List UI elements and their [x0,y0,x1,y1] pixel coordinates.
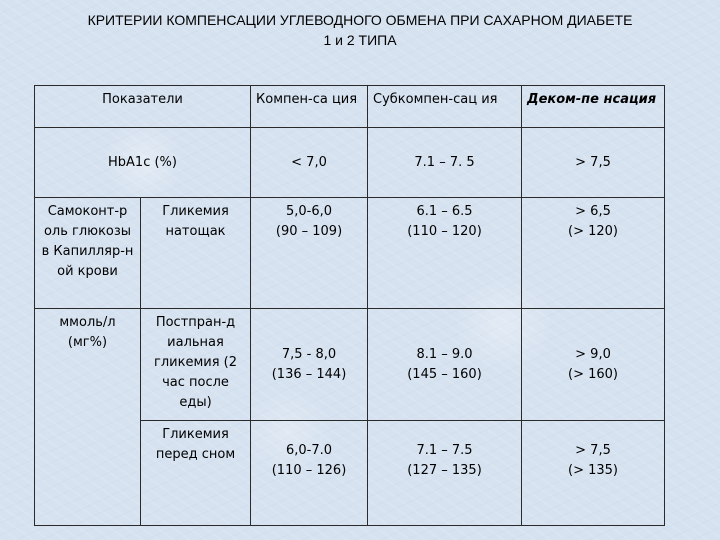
fasting-compensation-mmol: 5,0-6,0 [285,204,333,219]
fasting-subcompensation-mg: (110 – 120) [407,224,482,239]
bedtime-decompensation-mmol: > 7,5 [575,443,611,458]
bedtime-compensation-mmol: 6,0-7.0 [285,443,333,458]
hba1c-decompensation: > 7,5 [522,128,665,198]
compensation-criteria-table [34,85,665,526]
hba1c-compensation: < 7,0 [251,128,368,198]
header-subcompensation: Субкомпен-сац ия [368,86,522,128]
header-compensation: Компен-са ция [251,86,368,128]
postprandial-decompensation-mmol: > 9,0 [575,346,611,362]
postprandial-compensation [251,309,368,421]
header-indicators: Показатели [35,86,251,128]
title-line-1: КРИТЕРИИ КОМПЕНСАЦИИ УГЛЕВОДНОГО ОБМЕНА ПРИ САХАРНОМ ДИАБЕТЕ [87,12,633,28]
slide-title [20,10,700,50]
fasting-decompensation [522,198,665,309]
postprandial-decompensation [522,309,665,421]
postprandial-decompensation-mg: (> 160) [568,366,618,382]
postprandial-subcompensation-mmol: 8.1 – 9.0 [416,346,473,362]
fasting-compensation-mg: (90 – 109) [275,224,343,239]
table-row-hba1c [35,128,665,198]
bedtime-compensation [251,421,368,526]
bedtime-subcompensation [368,421,522,526]
bedtime-subcompensation-mmol: 7.1 – 7.5 [416,443,473,458]
postprandial-compensation-mmol: 7,5 - 8,0 [281,346,337,362]
postprandial-compensation-mg: (136 – 144) [271,366,347,382]
title-line-2: 1 и 2 ТИПА [323,32,397,48]
bedtime-decompensation [522,421,665,526]
hba1c-subcompensation: 7.1 – 7. 5 [368,128,522,198]
hba1c-label: HbA1c (%) [35,128,251,198]
fasting-subcompensation-mmol: 6.1 – 6.5 [416,204,473,219]
self-control-unit: ммоль/л (мг%) [35,309,141,526]
fasting-decompensation-mg: (> 120) [568,224,618,239]
bedtime-subcompensation-mg: (127 – 135) [407,463,482,478]
table-header-row [35,86,665,128]
bedtime-compensation-mg: (110 – 126) [271,463,347,478]
fasting-label: Гликемия натощак [141,198,251,309]
fasting-decompensation-mmol: > 6,5 [575,204,611,219]
postprandial-subcompensation-mg: (145 – 160) [407,366,482,382]
postprandial-subcompensation [368,309,522,421]
fasting-subcompensation [368,198,522,309]
bedtime-decompensation-mg: (> 135) [568,463,618,478]
header-decompensation: Деком-пе нсация [522,86,665,128]
fasting-compensation [251,198,368,309]
table-row-fasting [35,198,665,309]
self-control-label: Самоконт-р оль глюкозы в Капилляр-н ой крови [35,198,141,309]
bedtime-label: Гликемия перед сном [141,421,251,526]
table-row-postprandial [35,309,665,421]
postprandial-label: Постпран-д иальная гликемия (2 час после еды) [141,309,251,421]
